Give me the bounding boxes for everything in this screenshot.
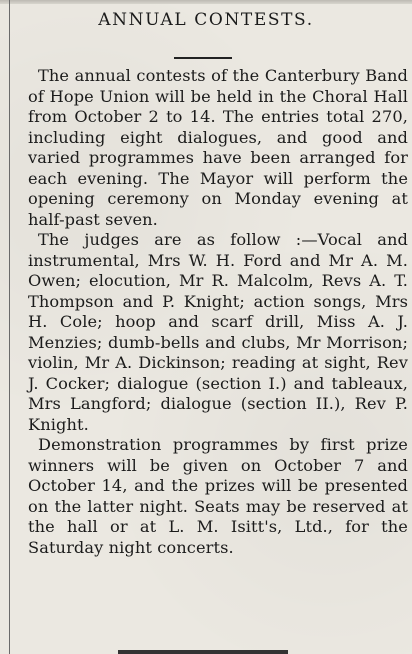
paragraph-intro: The annual contests of the Canterbury Band of Hope Union will be held in the Choral Hall from October 2 to 14. The entries total 270, including eight dialogues, and good and varied programmes have been arranged for each evening. The Mayor will perform the opening ceremony on Monday evening at half-past seven. — [28, 66, 408, 229]
headline: ANNUAL CONTESTS. — [98, 10, 314, 30]
top-border — [0, 0, 412, 4]
column-divider — [9, 0, 10, 654]
headline-rule — [174, 57, 232, 59]
bottom-rule — [118, 650, 288, 654]
article-body — [28, 66, 408, 558]
paragraph-demonstration: Demonstration programmes by first prize winners will be given on October 7 and October 14, and the prizes will be presented on the latter night. Seats may be reserved at the hall or at L. M. Isitt's, Ltd., for the Saturday night concerts. — [28, 435, 408, 557]
paragraph-judges: The judges are as follow :—Vocal and instrumental, Mrs W. H. Ford and Mr A. M. Owen; elocution, Mr R. Malcolm, Revs A. T. Thompson and P. Knight; action songs, Mrs H. Cole; hoop and scarf drill, Miss A. J. Menzies; dumb-bells and clubs, Mr Morrison; violin, Mr A. Dickinson; reading at sight, Rev J. Cocker; dialogue (section I.) and tableaux, Mrs Langford; dialogue (section II.), Rev P. Knight. — [28, 230, 408, 434]
